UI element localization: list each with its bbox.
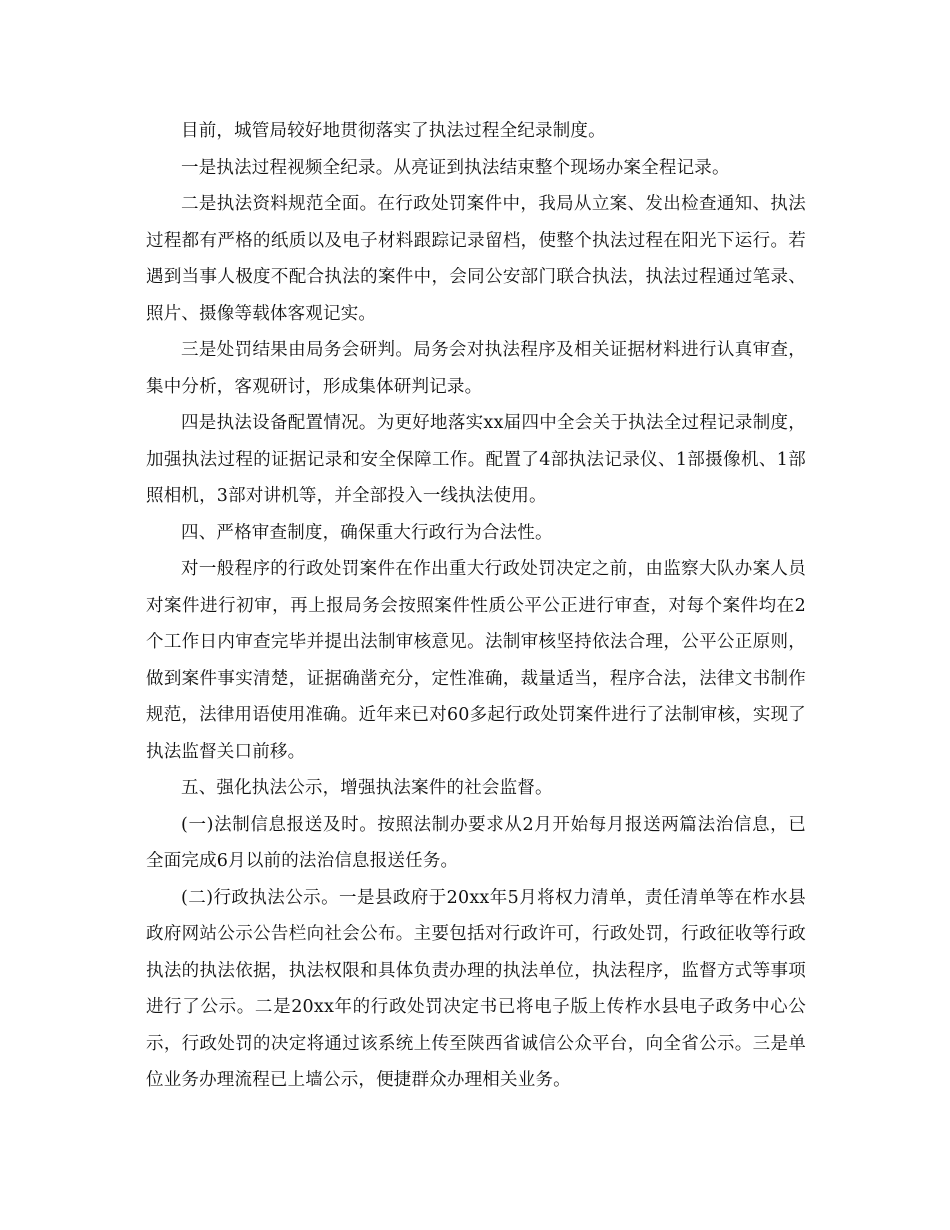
- paragraph-review-meeting: 三是处罚结果由局务会研判。局务会对执法程序及相关证据材料进行认真审查，集中分析，客观研讨，形成集体研判记录。: [146, 340, 806, 397]
- section-heading-review-system: 四、严格审查制度，确保重大行政行为合法性。: [181, 522, 553, 543]
- paragraph-video-record: 一是执法过程视频全纪录。从亮证到执法结束整个现场办案全程记录。: [181, 157, 730, 178]
- section-heading-publicity: 五、强化执法公示，增强执法案件的社会监督。: [181, 778, 553, 798]
- paragraph-review-procedure: 对一般程序的行政处罚案件在作出重大行政处罚决定之前，由监察大队办案人员对案件进行初审，再上报局务会按照案件性质公平公正进行审查，对每个案件均在2个工作日内审查完毕并提出法制审核意见。法制审核坚持依法合理，公平公正原则，做到案件事实清楚，证据确凿充分，定性准确，裁量适当，程序合法，法律文书制作规范，法律用语使用准确。近年来已对60多起行政处罚案件进行了法制审核，实现了执法监督关口前移。: [146, 559, 806, 762]
- document-body: [146, 113, 806, 1099]
- paragraph-enforcement-publicity: (二)行政执法公示。一是县政府于20xx年5月将权力清单，责任清单等在柞水县政府网站公示公告栏向社会公布。主要包括对行政许可，行政处罚，行政征收等行政执法的执法依据，执法权限和具体负责办理的执法单位，执法程序，监督方式等事项进行了公示。二是20xx年的行政处罚决定书已将电子版上传柞水县电子政务中心公示，行政处罚的决定将通过该系统上传至陕西省诚信公众平台，向全省公示。三是单位业务办理流程已上墙公示，便捷群众办理相关业务。: [146, 887, 806, 1090]
- paragraph-intro: 目前，城管局较好地贯彻落实了执法过程全纪录制度。: [181, 121, 606, 141]
- paragraph-equipment: 四是执法设备配置情况。为更好地落实xx届四中全会关于执法全过程记录制度，加强执法过程的证据记录和安全保障工作。配置了4部执法记录仪、1部摄像机、1部照相机，3部对讲机等，并全部投入一线执法使用。: [146, 413, 806, 506]
- paragraph-materials: 二是执法资料规范全面。在行政处罚案件中，我局从立案、发出检查通知、执法过程都有严格的纸质以及电子材料跟踪记录留档，使整个执法过程在阳光下运行。若遇到当事人极度不配合执法的案件中，会同公安部门联合执法，执法过程通过笔录、照片、摄像等载体客观记实。: [146, 194, 806, 324]
- paragraph-legal-info: (一)法制信息报送及时。按照法制办要求从2月开始每月报送两篇法治信息，已全面完成6月以前的法治信息报送任务。: [146, 814, 806, 871]
